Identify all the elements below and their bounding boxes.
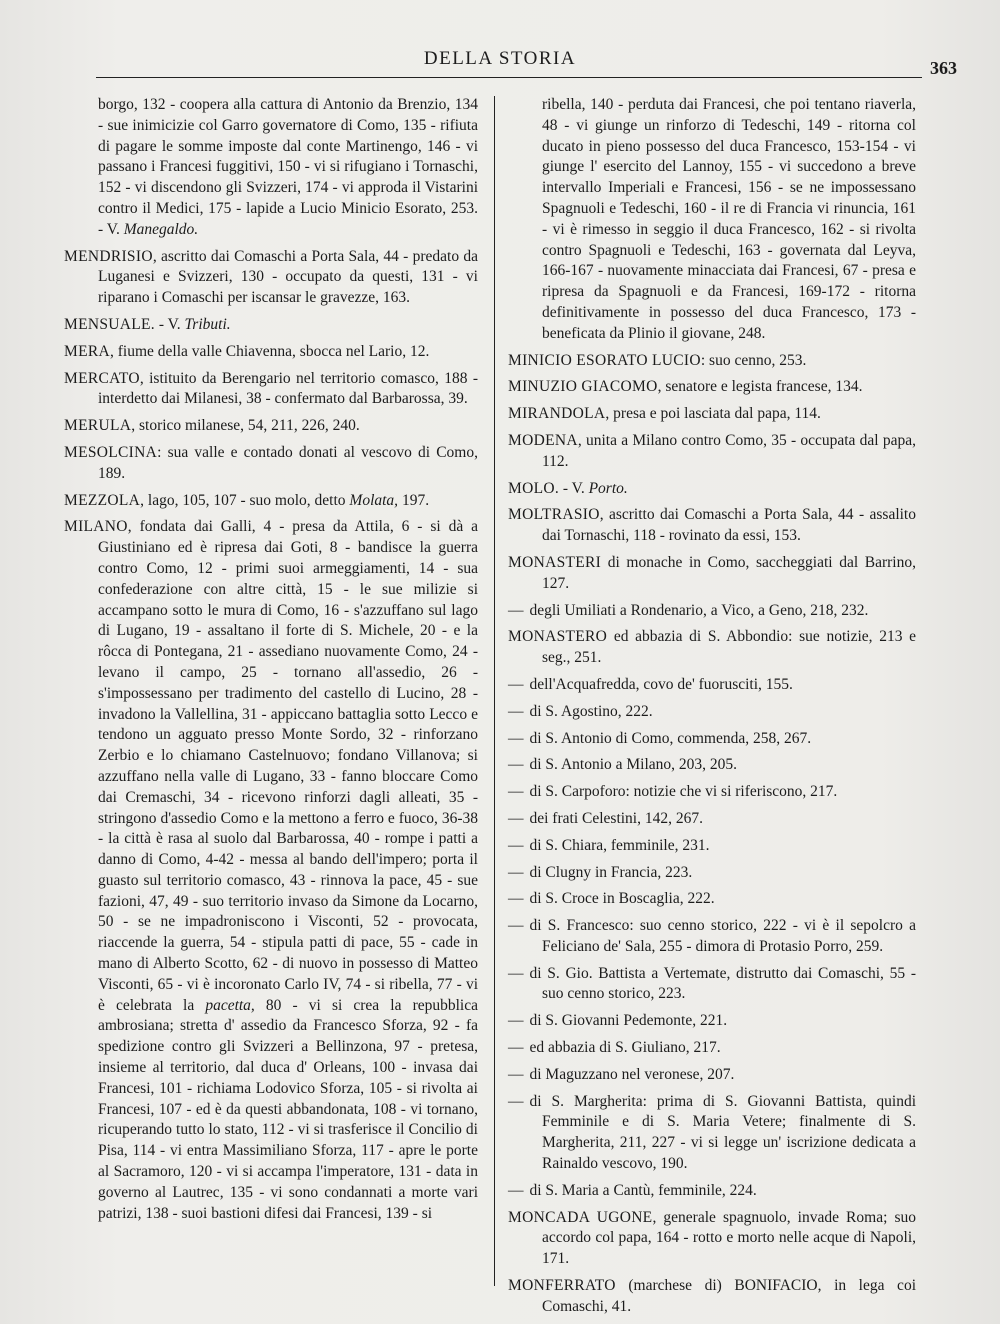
subentry-dash: —: [508, 964, 524, 982]
entry-text: , istituito da Berengario nel territorio comasco, 188 - interdetto dai Milanesi, 38 - confermato dal Barbarossa, 39.: [98, 369, 478, 408]
index-entry: [508, 505, 916, 547]
index-entry: [508, 351, 916, 372]
entry-headword: MINUZIO GIACOMO: [508, 378, 658, 396]
entry-text: : sua valle e contado donati al vescovo di Como, 189.: [98, 443, 478, 482]
left-column: [64, 95, 478, 1230]
subentry-dash: —: [508, 836, 524, 854]
index-subentry: [508, 755, 916, 776]
index-entry: [508, 1276, 916, 1318]
index-entry: [508, 377, 916, 398]
entry-headword: MONCADA UGONE: [508, 1208, 653, 1226]
entry-text: di S. Agostino, 222.: [529, 702, 653, 720]
index-subentry: [508, 1038, 916, 1059]
entry-headword: MODENA: [508, 431, 578, 449]
subentry-dash: —: [508, 601, 524, 619]
index-entry: [64, 247, 478, 309]
index-entry: [64, 491, 478, 512]
entry-headword: MOLTRASIO: [508, 506, 600, 524]
entry-headword: MINICIO ESORATO LUCIO: [508, 351, 701, 369]
entry-headword: MONFERRATO: [508, 1277, 616, 1295]
index-entry: [508, 479, 916, 500]
subentry-dash: —: [508, 1039, 524, 1057]
index-subentry: [508, 889, 916, 910]
subentry-dash: —: [508, 702, 524, 720]
subentry-dash: —: [508, 729, 524, 747]
right-column: [508, 95, 916, 1324]
entry-text: - V.: [559, 479, 585, 497]
subentry-dash: —: [508, 1065, 524, 1083]
entry-text: di S. Carpoforo: notizie che vi si riferiscono, 217.: [529, 783, 838, 801]
entry-headword: MIRANDOLA: [508, 405, 606, 423]
entry-headword: MEZZOLA: [64, 491, 141, 509]
index-entry: [64, 315, 478, 336]
entry-text: di S. Margherita: prima di S. Giovanni Battista, quindi Femminile e di S. Maria Vetere; finalmente di S. Margherita, 211, 227 - vi si legge un' iscrizione dedicata a Rainaldo vescovo, 190.: [529, 1092, 916, 1173]
subentry-dash: —: [508, 917, 524, 935]
entry-text: dei frati Celestini, 142, 267.: [529, 809, 703, 827]
index-subentry: [508, 1065, 916, 1086]
entry-text: di S. Antonio a Milano, 203, 205.: [529, 756, 738, 774]
entry-text: ribella, 140 - perduta dai Francesi, che poi tentano riaverla, 48 - vi giunge un rinforzo di Tedeschi, 149 - ritorna col ducato in pieno possesso del duca Francesco, 153-154 - vi giunge l' esercito del Lannoy, 155 - vi succedono a breve intervallo Imperiali e Francesi, 156 - se ne impossessano Spagnuoli e Tedeschi, 160 - il re di Francia vi rinuncia, 161 - vi è rimesso in seggio il duca Francesco, 162 - si rivolta contro Spagnuoli e Tedeschi, 163 - governata dal Leyva, 166-167 - nuovamente minacciata dai Francesi, 67 - presa e ripresa da Spagnuoli e da Francesi, 169-172 - ritorna definitivamente in possesso del duca Francesco, 173 - beneficata da Plinio il giovane, 248.: [542, 96, 916, 342]
entry-italic: pacetta,: [205, 996, 255, 1014]
index-subentry: [508, 964, 916, 1006]
index-subentry: [508, 916, 916, 958]
index-entry: [64, 369, 478, 411]
index-entry: [508, 553, 916, 595]
entry-text: , lago, 105, 107 - suo molo, detto: [140, 491, 346, 509]
entry-text: di S. Croce in Boscaglia, 222.: [529, 890, 715, 908]
subentry-dash: —: [508, 783, 524, 801]
subentry-dash: —: [508, 863, 524, 881]
entry-text: degli Umiliati a Rondenario, a Vico, a Geno, 218, 232.: [529, 601, 869, 619]
entry-headword: MERCATO: [64, 369, 140, 387]
index-subentry: [508, 601, 916, 622]
index-entry: [64, 517, 478, 1224]
entry-text: di S. Giovanni Pedemonte, 221.: [529, 1012, 728, 1030]
entry-text: dell'Acquafredda, covo de' fuorusciti, 155.: [529, 675, 793, 693]
index-entry: [64, 342, 478, 363]
index-subentry: [508, 675, 916, 696]
entry-text: , generale spagnuolo, invade Roma; suo accordo col papa, 164 - rotto e morto nelle acque di Napoli, 171.: [542, 1208, 916, 1268]
index-subentry: [508, 1092, 916, 1175]
subentry-dash: —: [508, 1181, 524, 1199]
entry-text: di S. Chiara, femminile, 231.: [529, 836, 710, 854]
entry-text: di S. Antonio di Como, commenda, 258, 267.: [529, 729, 812, 747]
entry-italic: Tributi.: [184, 315, 231, 333]
entry-text: , fiume della valle Chiavenna, sbocca nel Lario, 12.: [109, 342, 430, 360]
index-entry: [508, 1208, 916, 1270]
index-subentry: [508, 1181, 916, 1202]
subentry-dash: —: [508, 1012, 524, 1030]
entry-headword: MERULA: [64, 417, 132, 435]
index-entry: [508, 627, 916, 669]
entry-headword: MONASTERO: [508, 628, 608, 646]
entry-headword: MENDRISIO: [64, 247, 153, 265]
subentry-dash: —: [508, 675, 524, 693]
entry-text: di S. Francesco: suo cenno storico, 222 - vi è il sepolcro a Feliciano de' Sala, 255 - dimora di Protasio Porro, 259.: [529, 917, 916, 955]
entry-text: di Clugny in Francia, 223.: [529, 863, 693, 881]
index-entry-continuation: [64, 95, 478, 241]
entry-text: , unita a Milano contro Como, 35 - occupata dal papa, 112.: [542, 431, 916, 470]
subentry-dash: —: [508, 890, 524, 908]
running-header: DELLA STORIA: [423, 48, 577, 69]
entry-headword: MESOLCINA: [64, 443, 158, 461]
index-subentry: [508, 1011, 916, 1032]
entry-text: ed abbazia di S. Abbondio: sue notizie, 213 e seg., 251.: [542, 628, 916, 667]
header-rule: [96, 77, 922, 78]
index-entry: [508, 431, 916, 473]
entry-headword: MERA: [64, 342, 110, 360]
column-divider: [494, 96, 495, 1286]
entry-italic: Porto.: [588, 479, 628, 497]
entry-headword: MENSUALE.: [64, 315, 155, 333]
index-subentry: [508, 809, 916, 830]
index-subentry: [508, 836, 916, 857]
entry-headword: MOLO.: [508, 479, 560, 497]
index-entry: [64, 443, 478, 485]
entry-italic: Molata,: [349, 491, 399, 509]
page-number: 363: [930, 58, 957, 78]
entry-headword: MONASTERI: [508, 553, 602, 571]
entry-text: borgo, 132 - coopera alla cattura di Antonio da Brenzio, 134 - sue inimicizie col Garro governatore di Como, 135 - rifiuta di pagare le somme imposte dal conte Martinengo, 146 - vi passano i Francesi fuggitivi, 150 - vi si rifugiano i Tornaschi, 152 - vi discendono gli Svizzeri, 174 - vi approda il Vistarini contro il Medici, 175 - lapide a Lucio Minicio Esorato, 253. - V.: [98, 96, 478, 238]
entry-headword: MILANO: [64, 518, 128, 536]
index-subentry: [508, 782, 916, 803]
entry-text: di S. Gio. Battista a Vertemate, distrutto dai Comaschi, 55 - suo cenno storico, 223.: [529, 964, 916, 1003]
subentry-dash: —: [508, 809, 524, 827]
entry-text: di S. Maria a Cantù, femminile, 224.: [529, 1181, 757, 1199]
entry-text: di Maguzzano nel veronese, 207.: [529, 1065, 735, 1083]
entry-text: ed abbazia di S. Giuliano, 217.: [529, 1039, 721, 1057]
entry-text: , storico milanese, 54, 211, 226, 240.: [131, 417, 360, 435]
entry-text: , senatore e legista francese, 134.: [657, 378, 863, 396]
entry-text-after: 80 - vi si crea la repubblica ambrosiana; stretta d' assedio da Francesco Sforza, 92 - fa spedizione contro gli Svizzeri a Bellinzona, 97 - pretesa, insieme al territorio, dal duca d' Orleans, 100 - invasa dai Francesi, 101 - richiama Lodovico Sforza, 105 - si rivolta ai Francesi, 107 - ed è da questi abbandonata, 108 - vi tornano, ricuperando tutto lo stato, 112 - vi si trasferisce il Concilio di Pisa, 114 - vi entra Massimiliano Sforza, 117 - apre le porte al Sacramoro, 120 - vi si accampa l'imperatore, 131 - data in governo al Lautrec, 135 - vi sono condannati a morte vari patrizi, 138 - suoi bastioni difesi dai Francesi, 139 - si: [98, 996, 478, 1222]
entry-text: , presa e poi lasciata dal papa, 114.: [605, 405, 821, 423]
entry-text: : suo cenno, 253.: [700, 351, 807, 369]
index-entry: [64, 416, 478, 437]
entry-text: (marchese di) BONIFACIO, in lega coi Comaschi, 41.: [542, 1277, 916, 1315]
entry-text: - V.: [154, 315, 181, 333]
entry-italic: Manegaldo.: [123, 220, 199, 238]
index-entry-continuation: [508, 95, 916, 345]
subentry-dash: —: [508, 1092, 524, 1110]
entry-text: , fondata dai Galli, 4 - presa da Attila, 6 - si dà a Giustiniano ed è ripresa dai Goti, 8 - bandisce la guerra contro Como, 12 - primi suoi armeggiamenti, 14 - sua confederazione con altre città, 15 - le sue milizie si accampano sotto le mura di Como, 16 - s'azzuffano sul lago di Lugano, 19 - assaltano il forte di S. Michele, 20 - e la rôcca di Pontegana, 21 - assediano nuovamente Como, 24 - levano il campo, 25 - tornano all'assedio, 26 - s'impossessano per tradimento del castello di Lucino, 28 - invadono la Vallellina, 31 - appiccano battaglia sotto Lecco e tendono un agguato presso Monte Sordo, 32 - rinforzano Zerbio e lo chiamano Castelnuovo; fondano Villanova; si azzuffano nella valle di Lugano, 33 - fanno bloccare Como dai Cremaschi, 34 - ricevono rinforzi dagli alleati, 35 - stringono d'assedio Como e la mettono a ferro e fuoco, 36-38 - la città è rasa al suolo dal Barbarossa, 40 - rompe i patti a danno di Como, 4-42 - messa al bando dell'impero; porta il guasto sul territorio comasco, 43 - rinnova la pace, 45 - sue fazioni, 47, 49 - suo territorio invaso da Simone da Locarno, 50 - se ne impadroniscono i Visconti, 52 - provocata, riaccende la guerra, 54 - stipula patti di pace, 55 - cade in mano di Alberto Scotto, 62 - di nuovo in possesso di Matteo Visconti, 65 - vi è incoronato Carlo IV, 74 - si ribella, 77 - vi è celebrata la: [98, 518, 478, 1014]
index-entry: [508, 404, 916, 425]
entry-text: di monache in Como, saccheggiati dal Barrino, 127.: [542, 553, 916, 592]
index-subentry: [508, 729, 916, 750]
index-subentry: [508, 702, 916, 723]
entry-text: , ascritto dai Comaschi a Porta Sala, 44 - predato da Luganesi e Svizzeri, 130 - occupato da questi, 131 - vi riparano i Comaschi per iscansar le gravezze, 163.: [98, 247, 478, 307]
index-subentry: [508, 863, 916, 884]
entry-text: , ascritto dai Comaschi a Porta Sala, 44 - assalito dai Tornaschi, 118 - rovinato da essi, 153.: [542, 506, 916, 545]
entry-text-after: 197.: [398, 491, 430, 509]
subentry-dash: —: [508, 756, 524, 774]
